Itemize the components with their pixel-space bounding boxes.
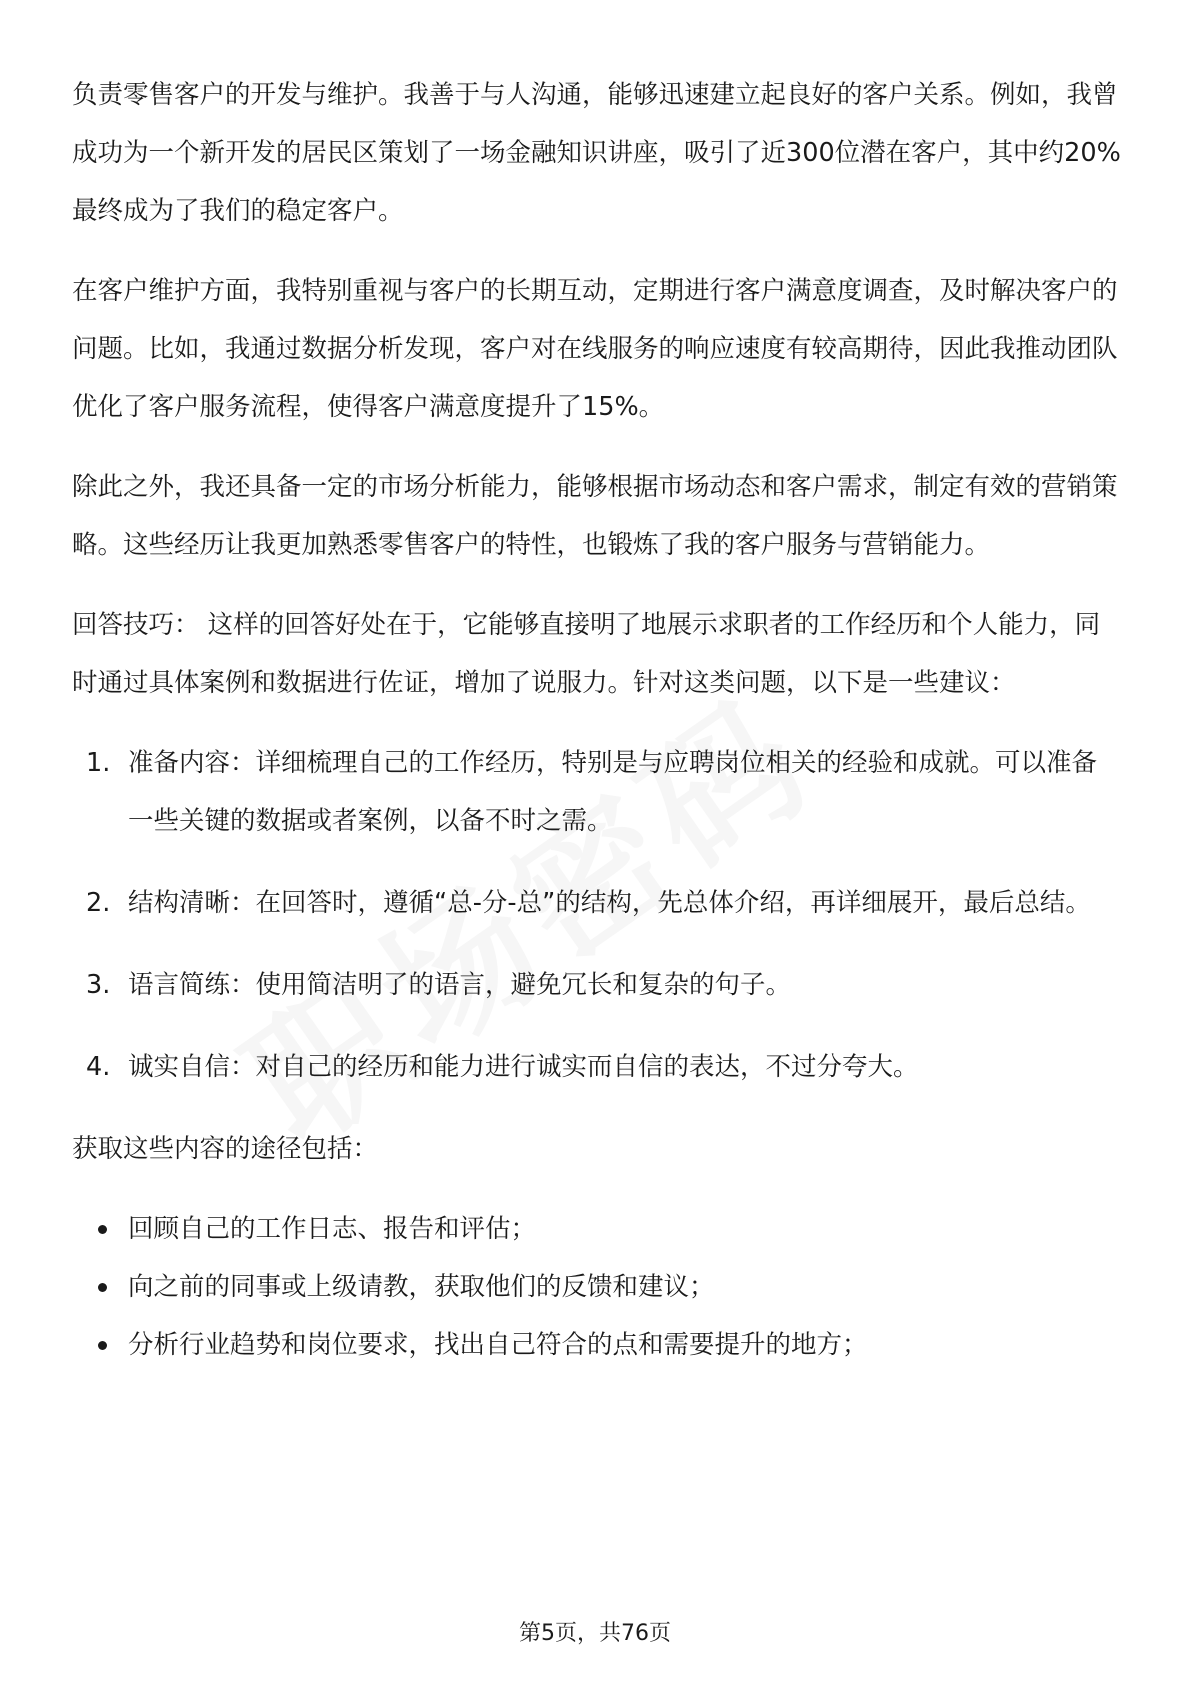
list-item [72, 874, 1122, 932]
document-body [72, 66, 1122, 1374]
paragraph: 除此之外，我还具备一定的市场分析能力，能够根据市场动态和客户需求，制定有效的营销策略。这些经历让我更加熟悉零售客户的特性，也锻炼了我的客户服务与营销能力。 [72, 472, 1118, 560]
page-number: 第5页，共76页 [519, 1621, 671, 1646]
list-item-text: 诚实自信：对自己的经历和能力进行诚实而自信的表达，不过分夸大。 [128, 1052, 919, 1082]
list-item [72, 734, 1122, 850]
ways-list [72, 1200, 1122, 1374]
list-item-number: 3. [86, 970, 111, 1000]
list-item [72, 1038, 1122, 1096]
list-item-number: 2. [86, 888, 111, 918]
tips-text: 这样的回答好处在于，它能够直接明了地展示求职者的工作经历和个人能力，同时通过具体案例和数据进行佐证，增加了说服力。针对这类问题，以下是一些建议： [72, 610, 1101, 698]
list-item-text: 向之前的同事或上级请教，获取他们的反馈和建议； [128, 1272, 715, 1302]
list-item [72, 1200, 1122, 1258]
list-item [72, 956, 1122, 1014]
bullet-icon [98, 1341, 107, 1350]
tips-label: 回答技巧： [72, 610, 200, 640]
paragraph: 在客户维护方面，我特别重视与客户的长期互动，定期进行客户满意度调查，及时解决客户的问题。比如，我通过数据分析发现，客户对在线服务的响应速度有较高期待，因此我推动团队优化了客户服务流程，使得客户满意度提升了15%。 [72, 276, 1118, 422]
list-item-text: 分析行业趋势和岗位要求，找出自己符合的点和需要提升的地方； [128, 1330, 868, 1360]
tips-paragraph [72, 596, 1122, 712]
tips-list [72, 734, 1122, 1096]
bullet-icon [98, 1283, 107, 1292]
list-item-text: 准备内容：详细梳理自己的工作经历，特别是与应聘岗位相关的经验和成就。可以准备一些关键的数据或者案例，以备不时之需。 [128, 748, 1098, 836]
list-item-number: 4. [86, 1052, 111, 1082]
bullet-icon [98, 1225, 107, 1234]
paragraph: 负责零售客户的开发与维护。我善于与人沟通，能够迅速建立起良好的客户关系。例如，我曾成功为一个新开发的居民区策划了一场金融知识讲座，吸引了近300位潜在客户，其中约20%最终成为了我们的稳定客户。 [72, 80, 1121, 226]
list-item-text: 语言简练：使用简洁明了的语言，避免冗长和复杂的句子。 [128, 970, 792, 1000]
list-item-text: 回顾自己的工作日志、报告和评估； [128, 1214, 537, 1244]
list-item-text: 结构清晰：在回答时，遵循“总-分-总”的结构，先总体介绍，再详细展开，最后总结。 [128, 888, 1091, 918]
list-item [72, 1258, 1122, 1316]
ways-intro: 获取这些内容的途径包括： [72, 1134, 379, 1164]
list-item [72, 1316, 1122, 1374]
list-item-number: 1. [86, 748, 111, 778]
